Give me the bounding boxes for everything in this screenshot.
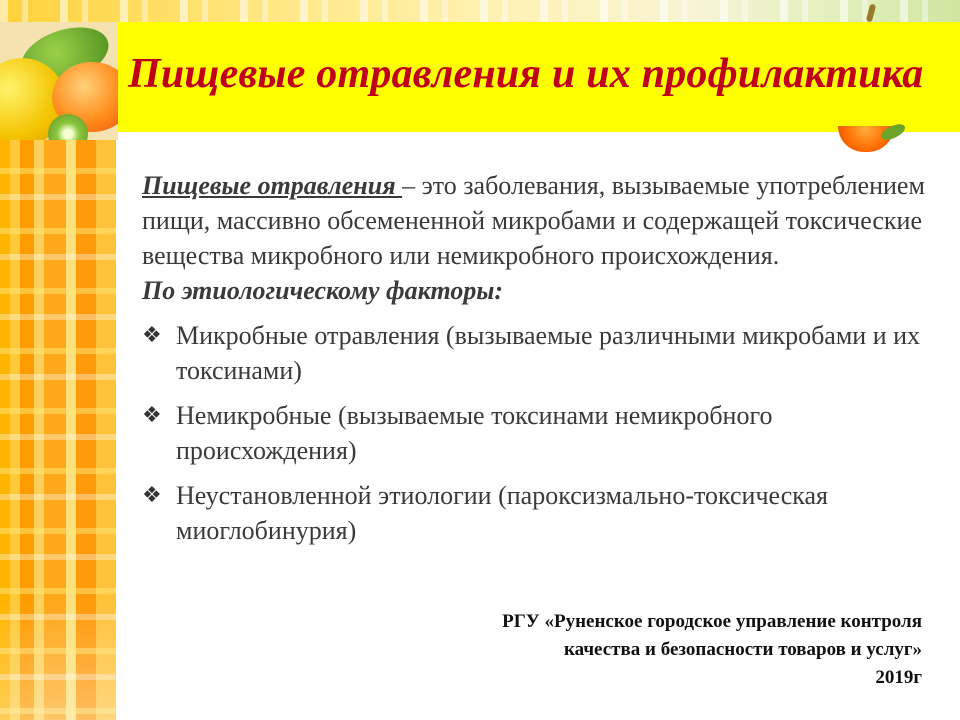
definition-text: это заболевания, вызываемые употреблением пищи, массивно обсемененной микробами и содержащей токсические вещества микробного или немикробного происхождения.	[142, 171, 925, 270]
list-item-text: Микробные отравления (вызываемые различными микробами и их токсинами)	[176, 321, 921, 385]
footer-year: 2019г	[875, 667, 922, 688]
diamond-bullet-icon: ❖	[142, 323, 162, 348]
definition-term: Пищевые отравления	[142, 171, 403, 200]
footer-line-organization: РГУ «Руненское городское управление контроля	[502, 611, 922, 632]
slide-content	[142, 168, 932, 548]
list-item-text: Неустановленной этиологии (пароксизмально-токсическая миоглобинурия)	[176, 481, 828, 545]
bullet-list	[142, 318, 932, 548]
list-item	[142, 398, 932, 468]
footer-line-subtitle: качества и безопасности товаров и услуг»	[563, 639, 922, 660]
list-item-text: Немикробные (вызываемые токсинами немикробного происхождения)	[176, 401, 773, 465]
diamond-bullet-icon: ❖	[142, 483, 162, 508]
list-item	[142, 318, 932, 388]
top-decorative-strip	[0, 0, 960, 22]
slide-title: Пищевые отравления и их профилактика	[128, 51, 924, 97]
organization-footer	[302, 608, 922, 692]
definition-paragraph	[142, 168, 932, 273]
definition-dash: –	[402, 171, 422, 200]
section-heading: По этиологическому факторы:	[142, 276, 504, 305]
left-band-fade	[0, 600, 116, 720]
list-item	[142, 478, 932, 548]
title-banner	[118, 22, 960, 132]
fruit-image	[0, 22, 118, 140]
diamond-bullet-icon: ❖	[142, 403, 162, 428]
